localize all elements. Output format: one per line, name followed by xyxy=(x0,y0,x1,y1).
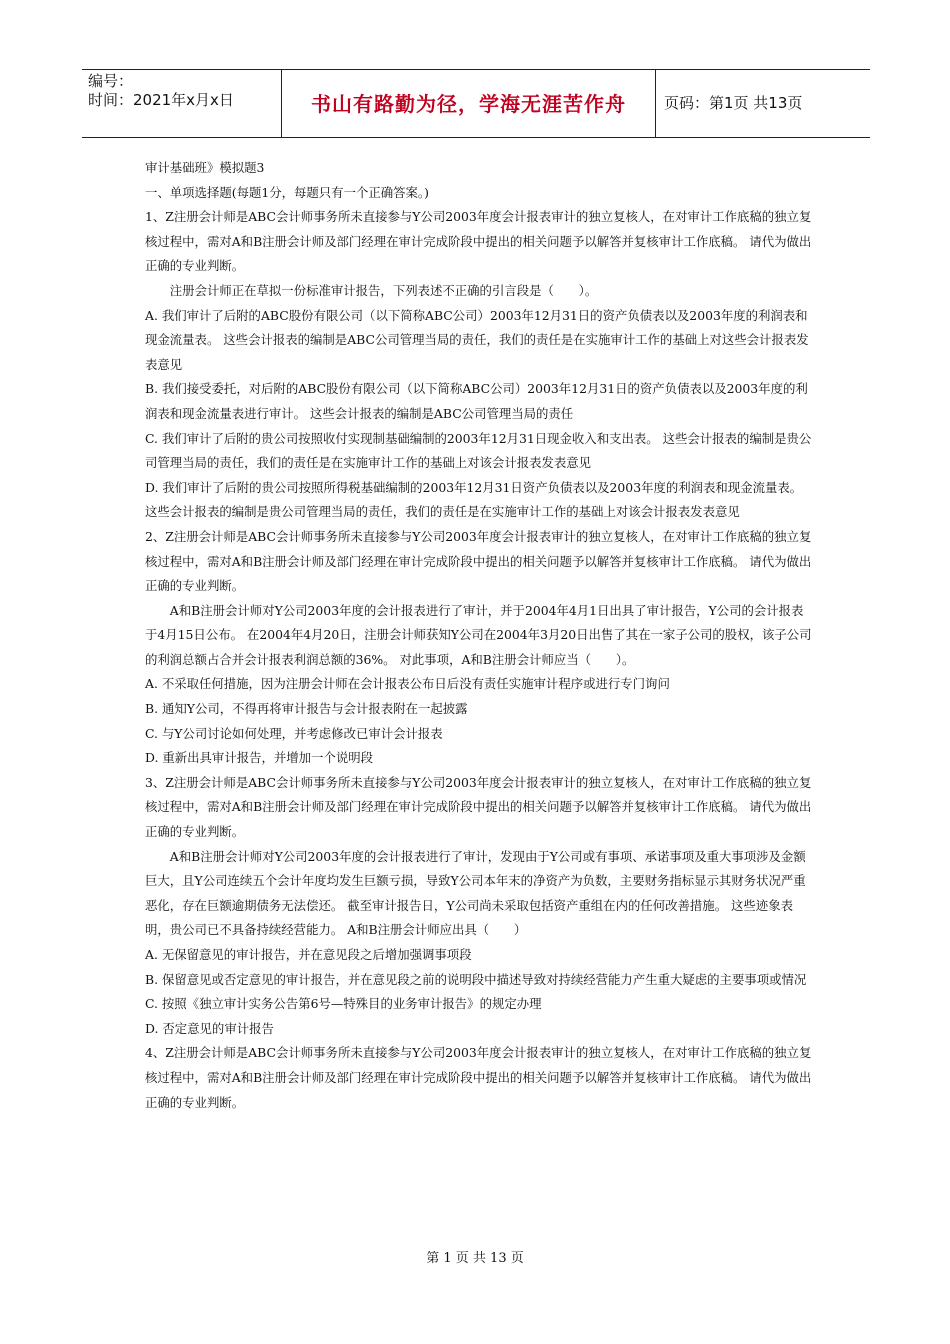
header-top-rule xyxy=(82,69,870,70)
header-divider-left xyxy=(281,69,282,137)
question-3-option-b: B. 保留意见或否定意见的审计报告，并在意见段之前的说明段中描述导致对持续经营能力产生重大疑虑的主要事项或情况 xyxy=(145,971,807,987)
header-meta xyxy=(88,72,234,110)
question-2-intro: 2、Z注册会计师是ABC会计师事务所未直接参与Y公司2003年度会计报表审计的独立复核人，在对审计工作底稿的独立复核过程中，需对A和B注册会计师及部门经理在审计完成阶段中提出的相关问题予以解答并复核审计工作底稿。 请代为做出正确的专业判断。 xyxy=(145,528,812,594)
header-divider-right xyxy=(655,69,656,137)
question-3-option-a: A. 无保留意见的审计报告，并在意见段之后增加强调事项段 xyxy=(145,947,472,962)
document-date: 时间：2021年x月x日 xyxy=(88,91,234,109)
header-motto: 书山有路勤为径，学海无涯苦作舟 xyxy=(311,92,626,116)
question-1-option-d: D. 我们审计了后附的贵公司按照所得税基础编制的2003年12月31日资产负债表以及2003年度的利润表和现金流量表。 这些会计报表的编制是贵公司管理当局的责任，我们的责任是在实施审计工作的基础上对该会计报表发表意见 xyxy=(145,479,803,520)
header-bottom-rule xyxy=(82,137,870,138)
question-2-option-c: C. 与Y公司讨论如何处理，并考虑修改已审计会计报表 xyxy=(145,725,443,741)
question-3-option-c: C. 按照《独立审计实务公告第6号—特殊目的业务审计报告》的规定办理 xyxy=(145,996,542,1012)
section-heading: 一、单项选择题(每题1分，每题只有一个正确答案。) xyxy=(145,184,429,200)
document-body xyxy=(145,156,815,1115)
document-number-label: 编号： xyxy=(88,72,134,90)
question-3-option-d: D. 否定意见的审计报告 xyxy=(145,1020,274,1036)
question-1-stem: 注册会计师正在草拟一份标准审计报告，下列表述不正确的引言段是（ ）。 xyxy=(169,282,598,298)
question-3-intro: 3、Z注册会计师是ABC会计师事务所未直接参与Y公司2003年度会计报表审计的独立复核人，在对审计工作底稿的独立复核过程中，需对A和B注册会计师及部门经理在审计完成阶段中提出的相关问题予以解答并复核审计工作底稿。 请代为做出正确的专业判断。 xyxy=(145,774,812,840)
document-title: 审计基础班》模拟题3 xyxy=(145,160,265,175)
question-3-stem: A和B注册会计师对Y公司2003年度的会计报表进行了审计，发现由于Y公司或有事项、承诺事项及重大事项涉及金额巨大，且Y公司连续五个会计年度均发生巨额亏损，导致Y公司本年末的净资产为负数，主要财务指标显示其财务状况严重恶化，存在巨额逾期债务无法偿还。 截至审计报告日，Y公司尚未采取包括资产重组在内的任何改善措施。 这些迹象表明，贵公司已不具备持续经营能力。 A和B注册会计师应出具（ ） xyxy=(145,848,806,938)
question-1-option-b: B. 我们接受委托，对后附的ABC股份有限公司（以下简称ABC公司）2003年12月31日的资产负债表以及2003年度的利润表和现金流量表进行审计。 这些会计报表的编制是ABC公司管理当局的责任 xyxy=(145,381,808,421)
question-2-stem: A和B注册会计师对Y公司2003年度的会计报表进行了审计，并于2004年4月1日出具了审计报告，Y公司的会计报表于4月15日公布。 在2004年4月20日，注册会计师获知Y公司在2004年3月20日出售了其在一家子公司的股权，该子公司的利润总额占合并会计报表利润总额的36%。 对此事项，A和B注册会计师应当（ ）。 xyxy=(145,602,812,667)
question-4-intro: 4、Z注册会计师是ABC会计师事务所未直接参与Y公司2003年度会计报表审计的独立复核人，在对审计工作底稿的独立复核过程中，需对A和B注册会计师及部门经理在审计完成阶段中提出的相关问题予以解答并复核审计工作底稿。 请代为做出正确的专业判断。 xyxy=(145,1045,812,1110)
question-2-option-b: B. 通知Y公司，不得再将审计报告与会计报表附在一起披露 xyxy=(145,701,468,717)
question-2-option-a: A. 不采取任何措施，因为注册会计师在会计报表公布日后没有责任实施审计程序或进行专门询问 xyxy=(145,676,670,692)
question-1-option-c: C. 我们审计了后附的贵公司按照收付实现制基础编制的2003年12月31日现金收入和支出表。 这些会计报表的编制是贵公司管理当局的责任，我们的责任是在实施审计工作的基础上对该会计报表发表意见 xyxy=(145,430,812,471)
question-1-intro: 1、Z注册会计师是ABC会计师事务所未直接参与Y公司2003年度会计报表审计的独立复核人，在对审计工作底稿的独立复核过程中，需对A和B注册会计师及部门经理在审计完成阶段中提出的相关问题予以解答并复核审计工作底稿。 请代为做出正确的专业判断。 xyxy=(145,209,812,274)
header-page-info: 页码：第1页 共13页 xyxy=(664,94,803,112)
page-footer: 第 1 页 共 13 页 xyxy=(426,1251,524,1266)
question-1-option-a: A. 我们审计了后附的ABC股份有限公司（以下简称ABC公司）2003年12月31日的资产负债表以及2003年度的利润表和现金流量表。 这些会计报表的编制是ABC公司管理当局的责任，我们的责任是在实施审计工作的基础上对这些会计报表发表意见 xyxy=(145,307,809,372)
question-2-option-d: D. 重新出具审计报告，并增加一个说明段 xyxy=(145,750,374,766)
